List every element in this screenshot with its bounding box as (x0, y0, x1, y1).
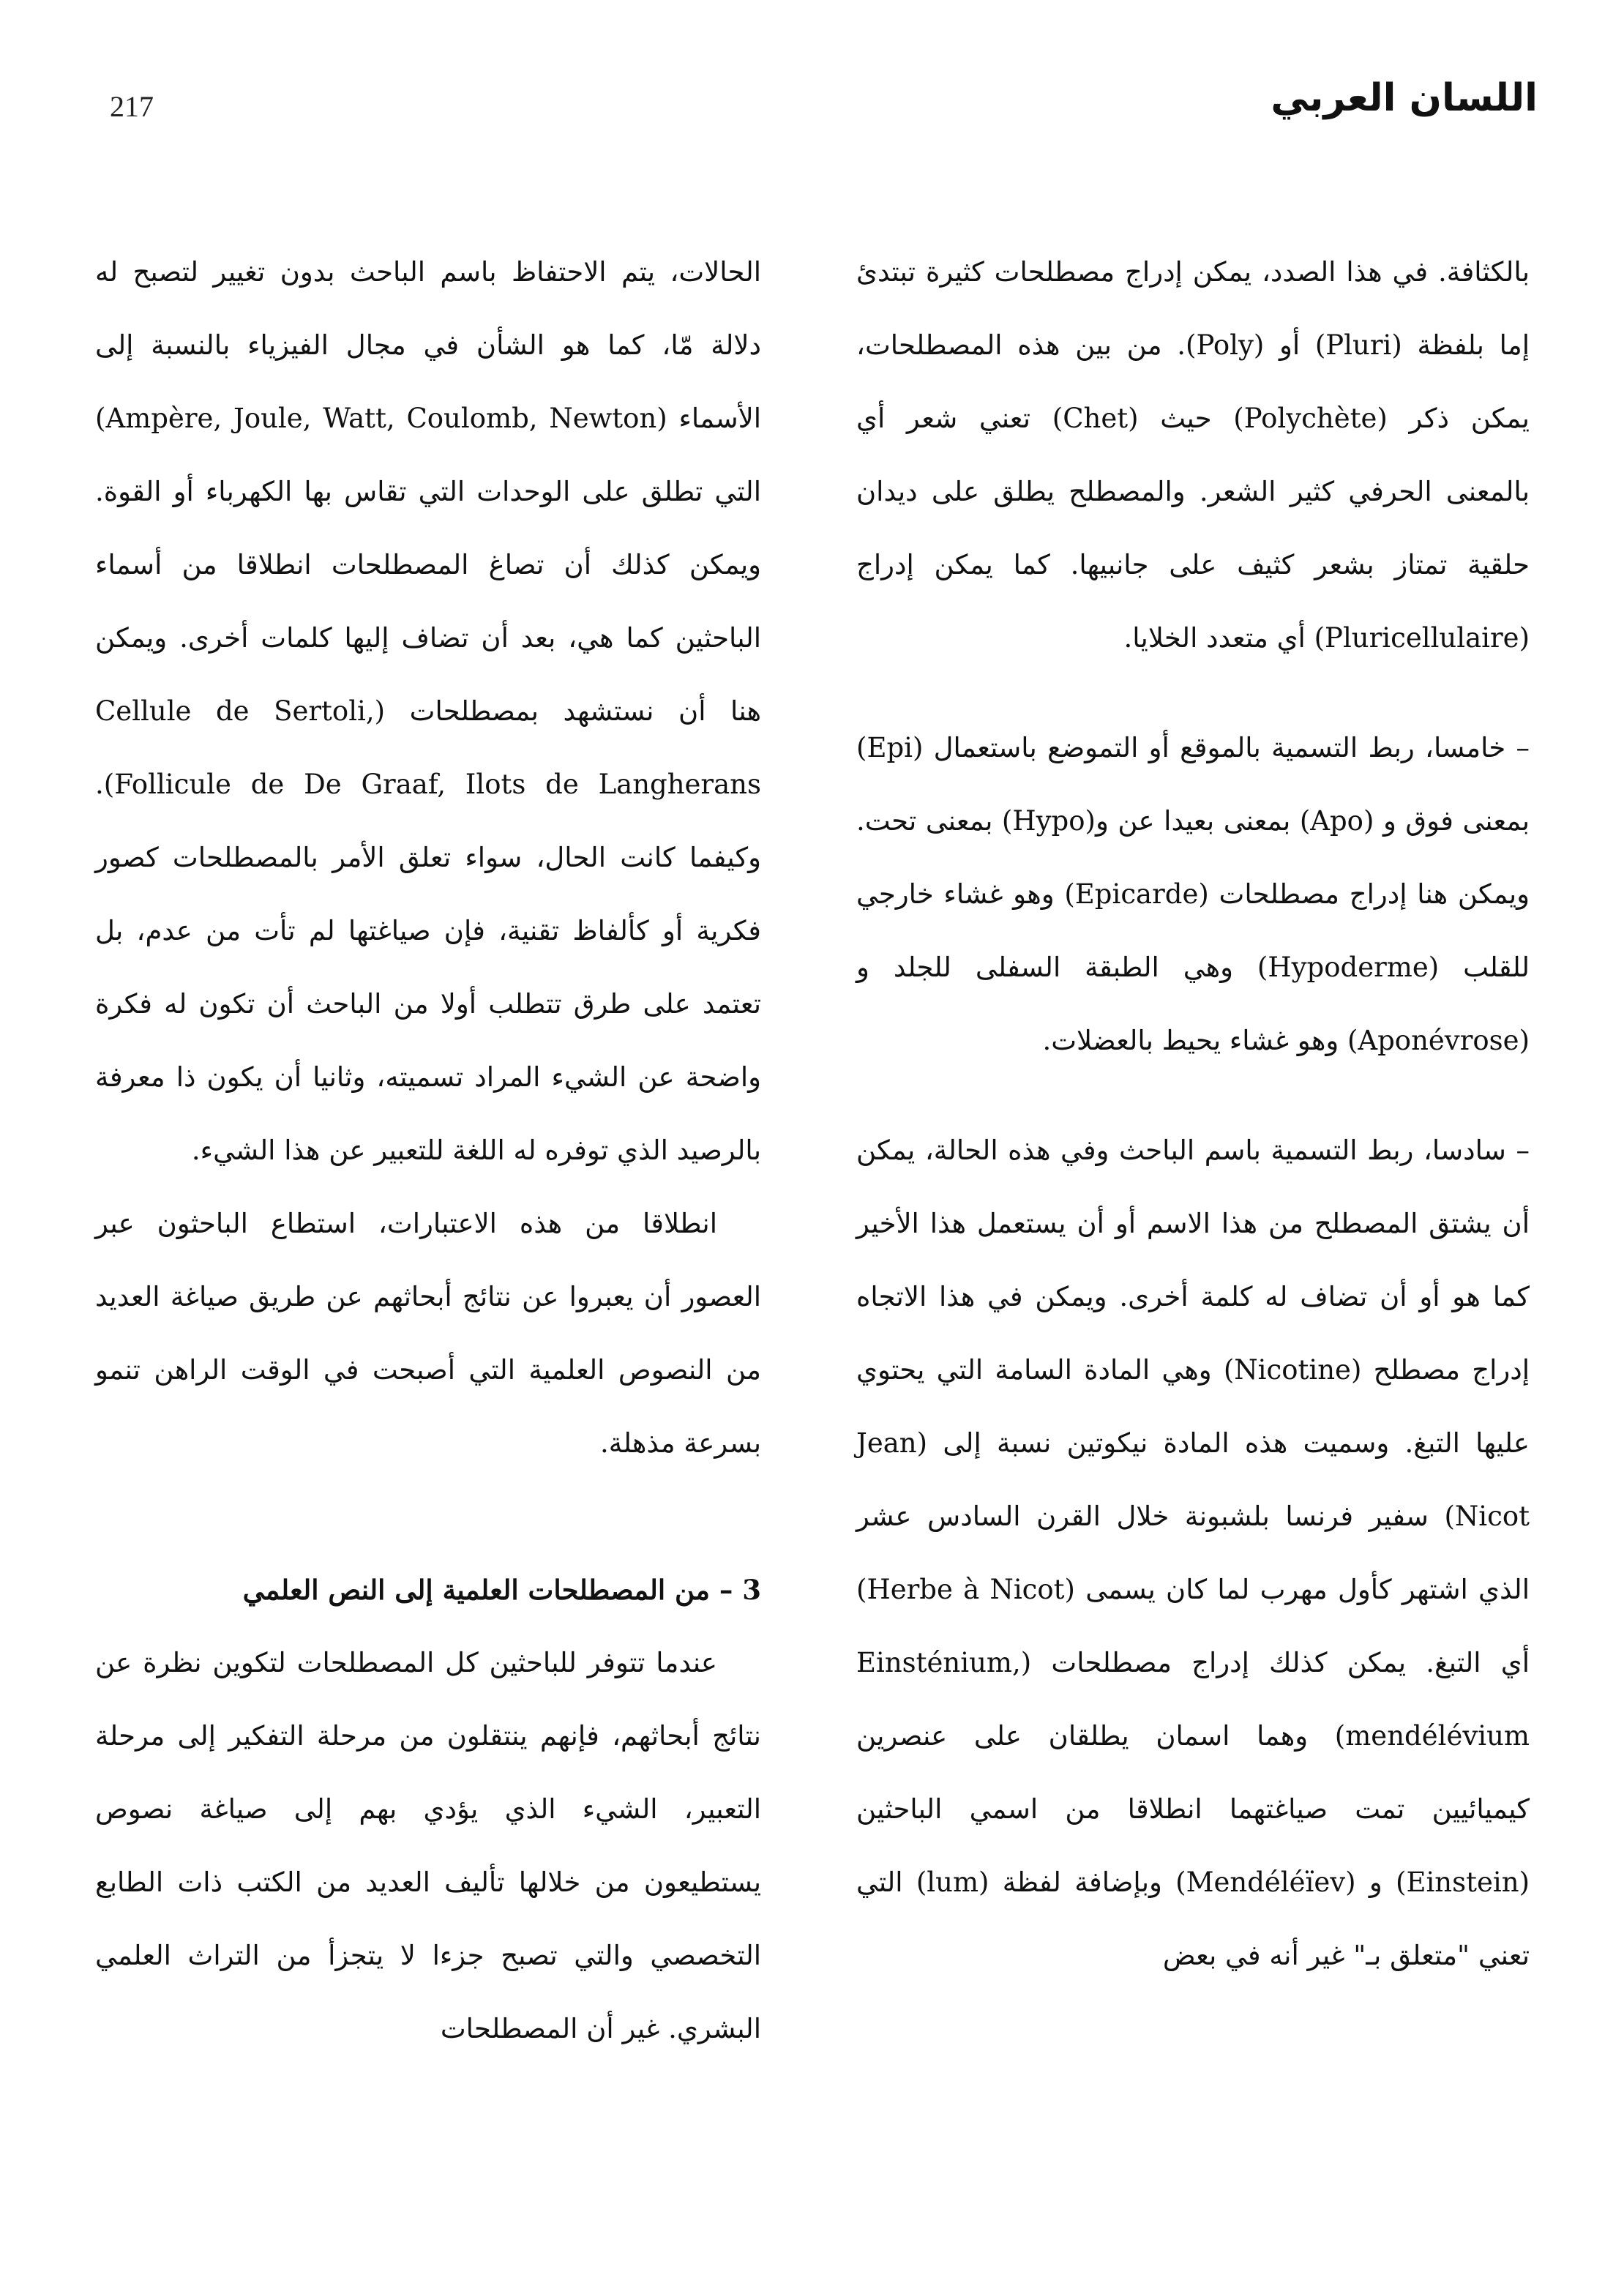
paragraph-scientific-text: عندما تتوفر للباحثين كل المصطلحات لتكوين نظرة عن نتائج أبحاثهم، فإنهم ينتقلون من مرحلة التفكير إلى مرحلة التعبير، الشيء الذي يؤدي بهم إلى صياغة نصوص يستطيعون من خلالها تأليف العديد من الكتب ذات الطابع التخصصي والتي تصبح جزءا لا يتجزأ من التراث العلمي البشري. غير أن المصطلحات (95, 1647, 761, 2044)
page-number: 217 (110, 90, 154, 123)
paragraph-density-prefixes: بالكثافة. في هذا الصدد، يمكن إدراج مصطلحات كثيرة تبتدئ إما بلفظة (Pluri) أو (Poly). من بين هذه المصطلحات، يمكن ذكر (Polychète) حيث (Chet) تعني شعر أي بالمعنى الحرفي كثير الشعر. والمصطلح يطلق على ديدان حلقية تمتاز بشعر كثيف على جانبيها. كما يمكن إدراج (Pluricellulaire) أي متعدد الخلايا. (856, 256, 1530, 654)
journal-title: اللسان العربي (1271, 76, 1538, 120)
left-column (95, 236, 761, 2066)
paragraph-sixth-researcher: – سادسا، ربط التسمية باسم الباحث وفي هذه الحالة، يمكن أن يشتق المصطلح من هذا الاسم أو أن يستعمل هذا الأخير كما هو أو أن تضاف له كلمة أخرى. ويمكن في هذا الاتجاه إدراج مصطلح (Nicotine) وهي المادة السامة التي يحتوي عليها التبغ. وسميت هذه المادة نيكوتين نسبة إلى (Jean Nicot) سفير فرنسا بلشبونة خلال القرن السادس عشر الذي اشتهر كأول مهرب لما كان يسمى (Herbe à Nicot) أي التبغ. يمكن كذلك إدراج مصطلحات (Einsténium, mendélévium) وهما اسمان يطلقان على عنصرين كيميائيين تمت صياغتهما انطلاقا من اسمي الباحثين (Einstein) و (Mendéléïev) وبإضافة لفظة (lum) التي تعني "متعلق بـ" غير أنه في بعض (856, 1135, 1530, 1971)
section-heading: 3 – من المصطلحات العلمية إلى النص العلمي (242, 1574, 761, 1606)
right-column (856, 236, 1530, 1992)
paragraph-fifth-location: – خامسا، ربط التسمية بالموقع أو التموضع باستعمال (Epi) بمعنى فوق و (Apo) بمعنى بعيدا عن و(Hypo) بمعنى تحت. ويمكن هنا إدراج مصطلحات (Epicarde) وهو غشاء خارجي للقلب (Hypoderme) وهي الطبقة السفلى للجلد و (Aponévrose) وهو غشاء يحيط بالعضلات. (856, 732, 1530, 1056)
paragraph-researcher-names: الحالات، يتم الاحتفاظ باسم الباحث بدون تغيير لتصبح له دلالة مّا، كما هو الشأن في مجال الفيزياء بالنسبة إلى الأسماء (Ampère, Joule, Watt, Coulomb, Newton) التي تطلق على الوحدات التي تقاس بها الكهرباء أو القوة. ويمكن كذلك أن تصاغ المصطلحات انطلاقا من أسماء الباحثين كما هي، بعد أن تضاف إليها كلمات أخرى. ويمكن هنا أن نستشهد بمصطلحات (Cellule de Sertoli, Follicule de De Graaf, Ilots de Langherans). وكيفما كانت الحال، سواء تعلق الأمر بالمصطلحات كصور فكرية أو كألفاظ تقنية، فإن صياغتها لم تأت من عدم، بل تعتمد على طرق تتطلب أولا من الباحث أن تكون له فكرة واضحة عن الشيء المراد تسميته، وثانيا أن يكون ذا معرفة بالرصيد الذي توفره له اللغة للتعبير عن هذا الشيء. (95, 256, 761, 1166)
paragraph-considerations: انطلاقا من هذه الاعتبارات، استطاع الباحثون عبر العصور أن يعبروا عن نتائج أبحاثهم عن طريق صياغة العديد من النصوص العلمية التي أصبحت في الوقت الراهن تنمو بسرعة مذهلة. (95, 1208, 761, 1459)
